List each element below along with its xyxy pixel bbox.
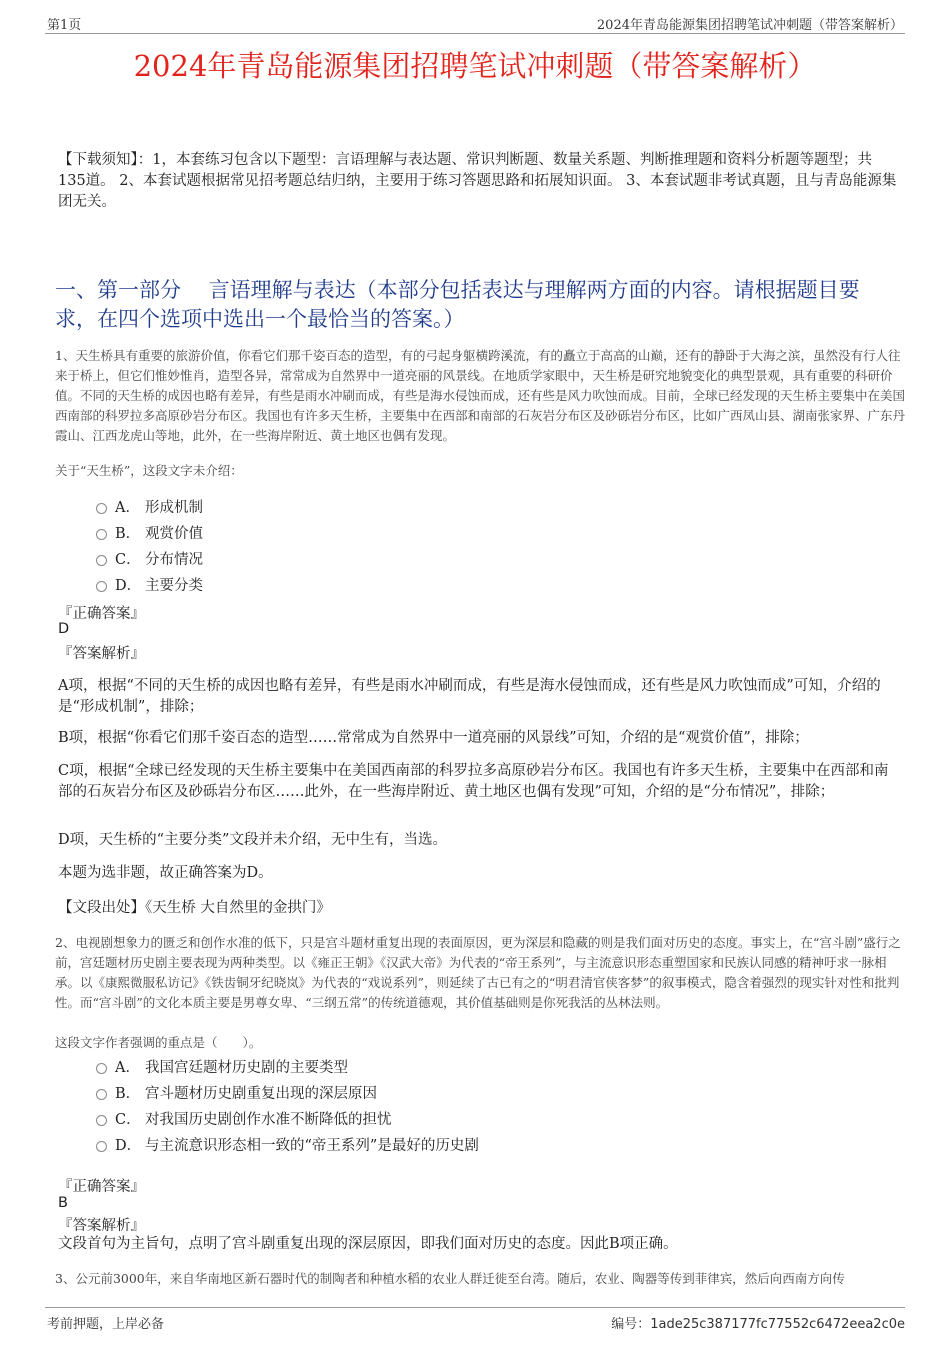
- section-heading: 一、第一部分 言语理解与表达（本部分包括表达与理解两方面的内容。请根据题目要求，在四个选项中选出一个最恰当的答案。）: [55, 278, 860, 331]
- q1-option-a[interactable]: [96, 496, 203, 517]
- q2-option-a[interactable]: [96, 1056, 348, 1077]
- q1-option-d[interactable]: [96, 574, 203, 595]
- option-text: 主要分类: [145, 578, 203, 594]
- q1-passage: 1、天生桥具有重要的旅游价值，你看它们那千姿百态的造型，有的弓起身躯横跨溪流，有的矗立于高高的山巅，还有的静卧于大海之滨，虽然没有行人往来于桥上，但它们惟妙惟肖，造型各异，常常成为自然界中一道亮丽的风景线。在地质学家眼中，天生桥是研究地貌变化的典型景观，具有重要的科研价值。不同的天生桥的成因也略有差异，有些是雨水冲刷而成，有些是海水侵蚀而成，还有些是风力吹蚀而成。目前，全球已经发现的天生桥主要集中在美国西南部的科罗拉多高原砂岩分布区。我国也有许多天生桥，主要集中在西部和南部的石灰岩分布区及砂砾岩分布区，比如广西凤山县、湖南张家界、广东丹霞山、江西龙虎山等地，此外，在一些海岸附近、黄土地区也偶有发现。: [55, 348, 906, 443]
- header-divider: [45, 33, 905, 34]
- option-letter: B．: [115, 526, 141, 542]
- q2-answer-label: 『正确答案』: [58, 1179, 145, 1195]
- q1-analysis-label: 『答案解析』: [58, 646, 145, 662]
- q1-explanation-b: B项，根据“你看它们那千姿百态的造型……常常成为自然界中一道亮丽的风景线”可知，介绍的是“观赏价值”，排除；: [58, 730, 809, 746]
- radio-icon[interactable]: [96, 529, 107, 540]
- q1-prompt: 关于“天生桥”，这段文字未介绍：: [55, 463, 243, 478]
- footer-divider: [45, 1307, 905, 1308]
- radio-icon[interactable]: [96, 1141, 107, 1152]
- q2-option-d[interactable]: [96, 1134, 479, 1155]
- radio-icon[interactable]: [96, 1089, 107, 1100]
- q1-option-b[interactable]: [96, 522, 203, 543]
- option-letter: A．: [115, 500, 140, 516]
- q2-prompt: 这段文字作者强调的重点是（ ）。: [55, 1035, 262, 1050]
- option-letter: A．: [115, 1060, 140, 1076]
- radio-icon[interactable]: [96, 1115, 107, 1126]
- q2-answer: B: [58, 1195, 68, 1211]
- q2-analysis-label: 『答案解析』: [58, 1218, 145, 1234]
- option-text: 形成机制: [145, 500, 203, 516]
- q1-explanation-c: C项，根据“全球已经发现的天生桥主要集中在美国西南部的科罗拉多高原砂岩分布区。我国也有许多天生桥，主要集中在西部和南部的石灰岩分布区及砂砾岩分布区……此外，在一些海岸附近、黄土地区也偶有发现”可知，介绍的是“分布情况”，排除；: [58, 763, 889, 800]
- footer-code: [611, 1313, 905, 1332]
- radio-icon[interactable]: [96, 581, 107, 592]
- radio-icon[interactable]: [96, 555, 107, 566]
- option-letter: C．: [115, 552, 141, 568]
- footer-code-label: 编号：: [611, 1317, 651, 1332]
- header-doc-title: 2024年青岛能源集团招聘笔试冲刺题（带答案解析）: [596, 18, 903, 33]
- footer-code-value: 1ade25c387177fc77552c6472eea2c0e: [650, 1317, 905, 1332]
- option-letter: C．: [115, 1112, 141, 1128]
- q1-answer-label: 『正确答案』: [58, 606, 145, 622]
- q1-answer: D: [58, 621, 70, 637]
- option-letter: D．: [115, 1138, 142, 1154]
- q1-conclusion: 本题为选非题，故正确答案为D。: [58, 865, 273, 881]
- download-notice: 【下载须知】：1，本套练习包含以下题型：言语理解与表达题、常识判断题、数量关系题、判断推理题和资料分析题等题型；共135道。 2、本套试题根据常见招考题总结归纳，主要用于练习答题思路和拓展知识面。 3、本套试题非考试真题，且与青岛能源集团无关。: [58, 152, 897, 210]
- option-text: 对我国历史剧创作水准不断降低的担忧: [145, 1112, 392, 1128]
- q2-option-b[interactable]: [96, 1082, 377, 1103]
- q1-source: 【文段出处】《天生桥 大自然里的金拱门》: [58, 900, 331, 916]
- radio-icon[interactable]: [96, 1063, 107, 1074]
- footer-slogan: 考前押题，上岸必备: [47, 1317, 165, 1332]
- q1-option-c[interactable]: [96, 548, 203, 569]
- option-text: 分布情况: [145, 552, 203, 568]
- document-title: 2024年青岛能源集团招聘笔试冲刺题（带答案解析）: [133, 49, 817, 83]
- option-text: 我国宫廷题材历史剧的主要类型: [145, 1060, 348, 1076]
- option-text: 观赏价值: [145, 526, 203, 542]
- option-text: 与主流意识形态相一致的“帝王系列”是最好的历史剧: [145, 1138, 479, 1154]
- radio-icon[interactable]: [96, 503, 107, 514]
- q2-explanation: 文段首句为主旨句，点明了宫斗剧重复出现的深层原因，即我们面对历史的态度。因此B项正确。: [58, 1236, 678, 1252]
- page-number: 第1页: [47, 18, 82, 33]
- q1-explanation-d: D项，天生桥的“主要分类”文段并未介绍，无中生有，当选。: [58, 832, 447, 848]
- q3-passage: 3、公元前3000年，来自华南地区新石器时代的制陶者和种植水稻的农业人群迁徙至台湾。随后，农业、陶器等传到菲律宾，然后向西南方向传: [55, 1271, 845, 1286]
- q1-explanation-a: A项，根据“不同的天生桥的成因也略有差异，有些是雨水冲刷而成，有些是海水侵蚀而成，还有些是风力吹蚀而成”可知，介绍的是“形成机制”，排除；: [58, 678, 881, 715]
- option-text: 宫斗题材历史剧重复出现的深层原因: [145, 1086, 377, 1102]
- option-letter: D．: [115, 578, 142, 594]
- q2-passage: 2、电视剧想象力的匮乏和创作水准的低下，只是宫斗题材重复出现的表面原因，更为深层和隐藏的则是我们面对历史的态度。事实上，在“宫斗剧”盛行之前，宫廷题材历史剧主要表现为两种类型。以《雍正王朝》《汉武大帝》为代表的“帝王系列”，与主流意识形态重塑国家和民族认同感的精神吁求一脉相承。以《康熙微服私访记》《铁齿铜牙纪晓岚》为代表的“戏说系列”，则延续了古已有之的“明君清官侠客梦”的叙事模式，隐含着强烈的现实针对性和批判性。而“宫斗剧”的文化本质主要是男尊女卑、“三纲五常”的传统道德观，其价值基础则是你死我活的丛林法则。: [55, 935, 901, 1010]
- option-letter: B．: [115, 1086, 141, 1102]
- q2-option-c[interactable]: [96, 1108, 392, 1129]
